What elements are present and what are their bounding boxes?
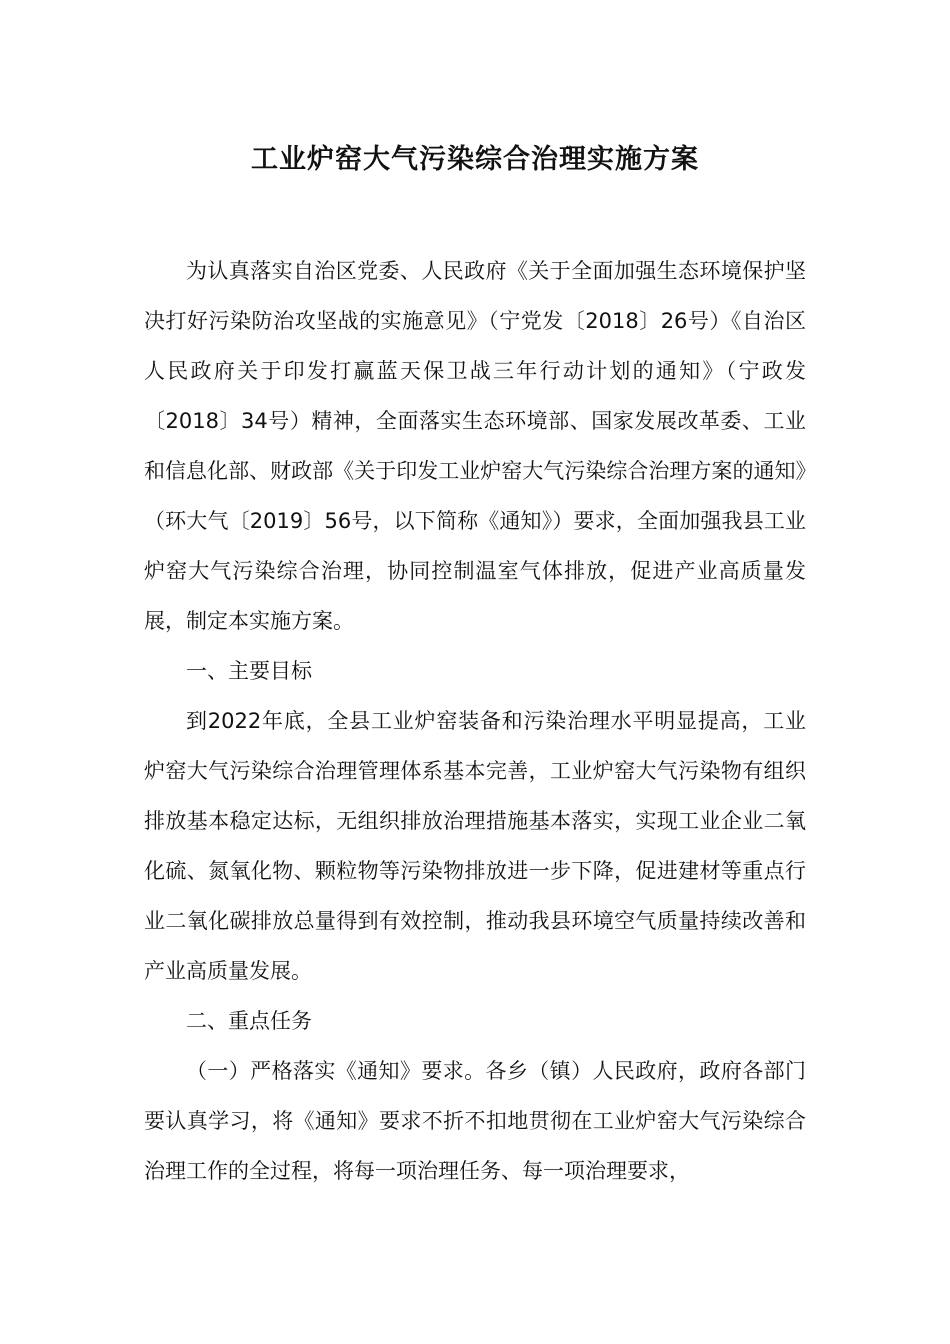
- section-heading-main-goals: 一、主要目标: [186, 659, 312, 683]
- document-title: 工业炉窑大气污染综合治理实施方案: [251, 144, 699, 175]
- key-task-1-paragraph: （一）严格落实《通知》要求。各乡（镇）人民政府，政府各部门要认真学习，将《通知》要求不折不扣地贯彻在工业炉窑大气污染综合治理工作的全过程，将每一项治理任务、每一项治理要求，: [144, 1059, 806, 1183]
- main-goals-paragraph: 到2022年底，全县工业炉窑装备和污染治理水平明显提高，工业炉窑大气污染综合治理管理体系基本完善，工业炉窑大气污染物有组织排放基本稳定达标，无组织排放治理措施基本落实，实现工业企业二氧化硫、氮氧化物、颗粒物等污染物排放进一步下降，促进建材等重点行业二氧化碳排放总量得到有效控制，推动我县环境空气质量持续改善和产业高质量发展。: [144, 709, 806, 983]
- section-heading-key-tasks: 二、重点任务: [186, 1009, 312, 1033]
- document-body: [144, 246, 806, 1196]
- intro-paragraph: 为认真落实自治区党委、人民政府《关于全面加强生态环境保护坚决打好污染防治攻坚战的实施意见》（宁党发〔2018〕26号）《自治区人民政府关于印发打赢蓝天保卫战三年行动计划的通知》（宁政发〔2018〕34号）精神，全面落实生态环境部、国家发展改革委、工业和信息化部、财政部《关于印发工业炉窑大气污染综合治理方案的通知》（环大气〔2019〕56号，以下简称《通知》）要求，全面加强我县工业炉窑大气污染综合治理，协同控制温室气体排放，促进产业高质量发展，制定本实施方案。: [144, 259, 806, 633]
